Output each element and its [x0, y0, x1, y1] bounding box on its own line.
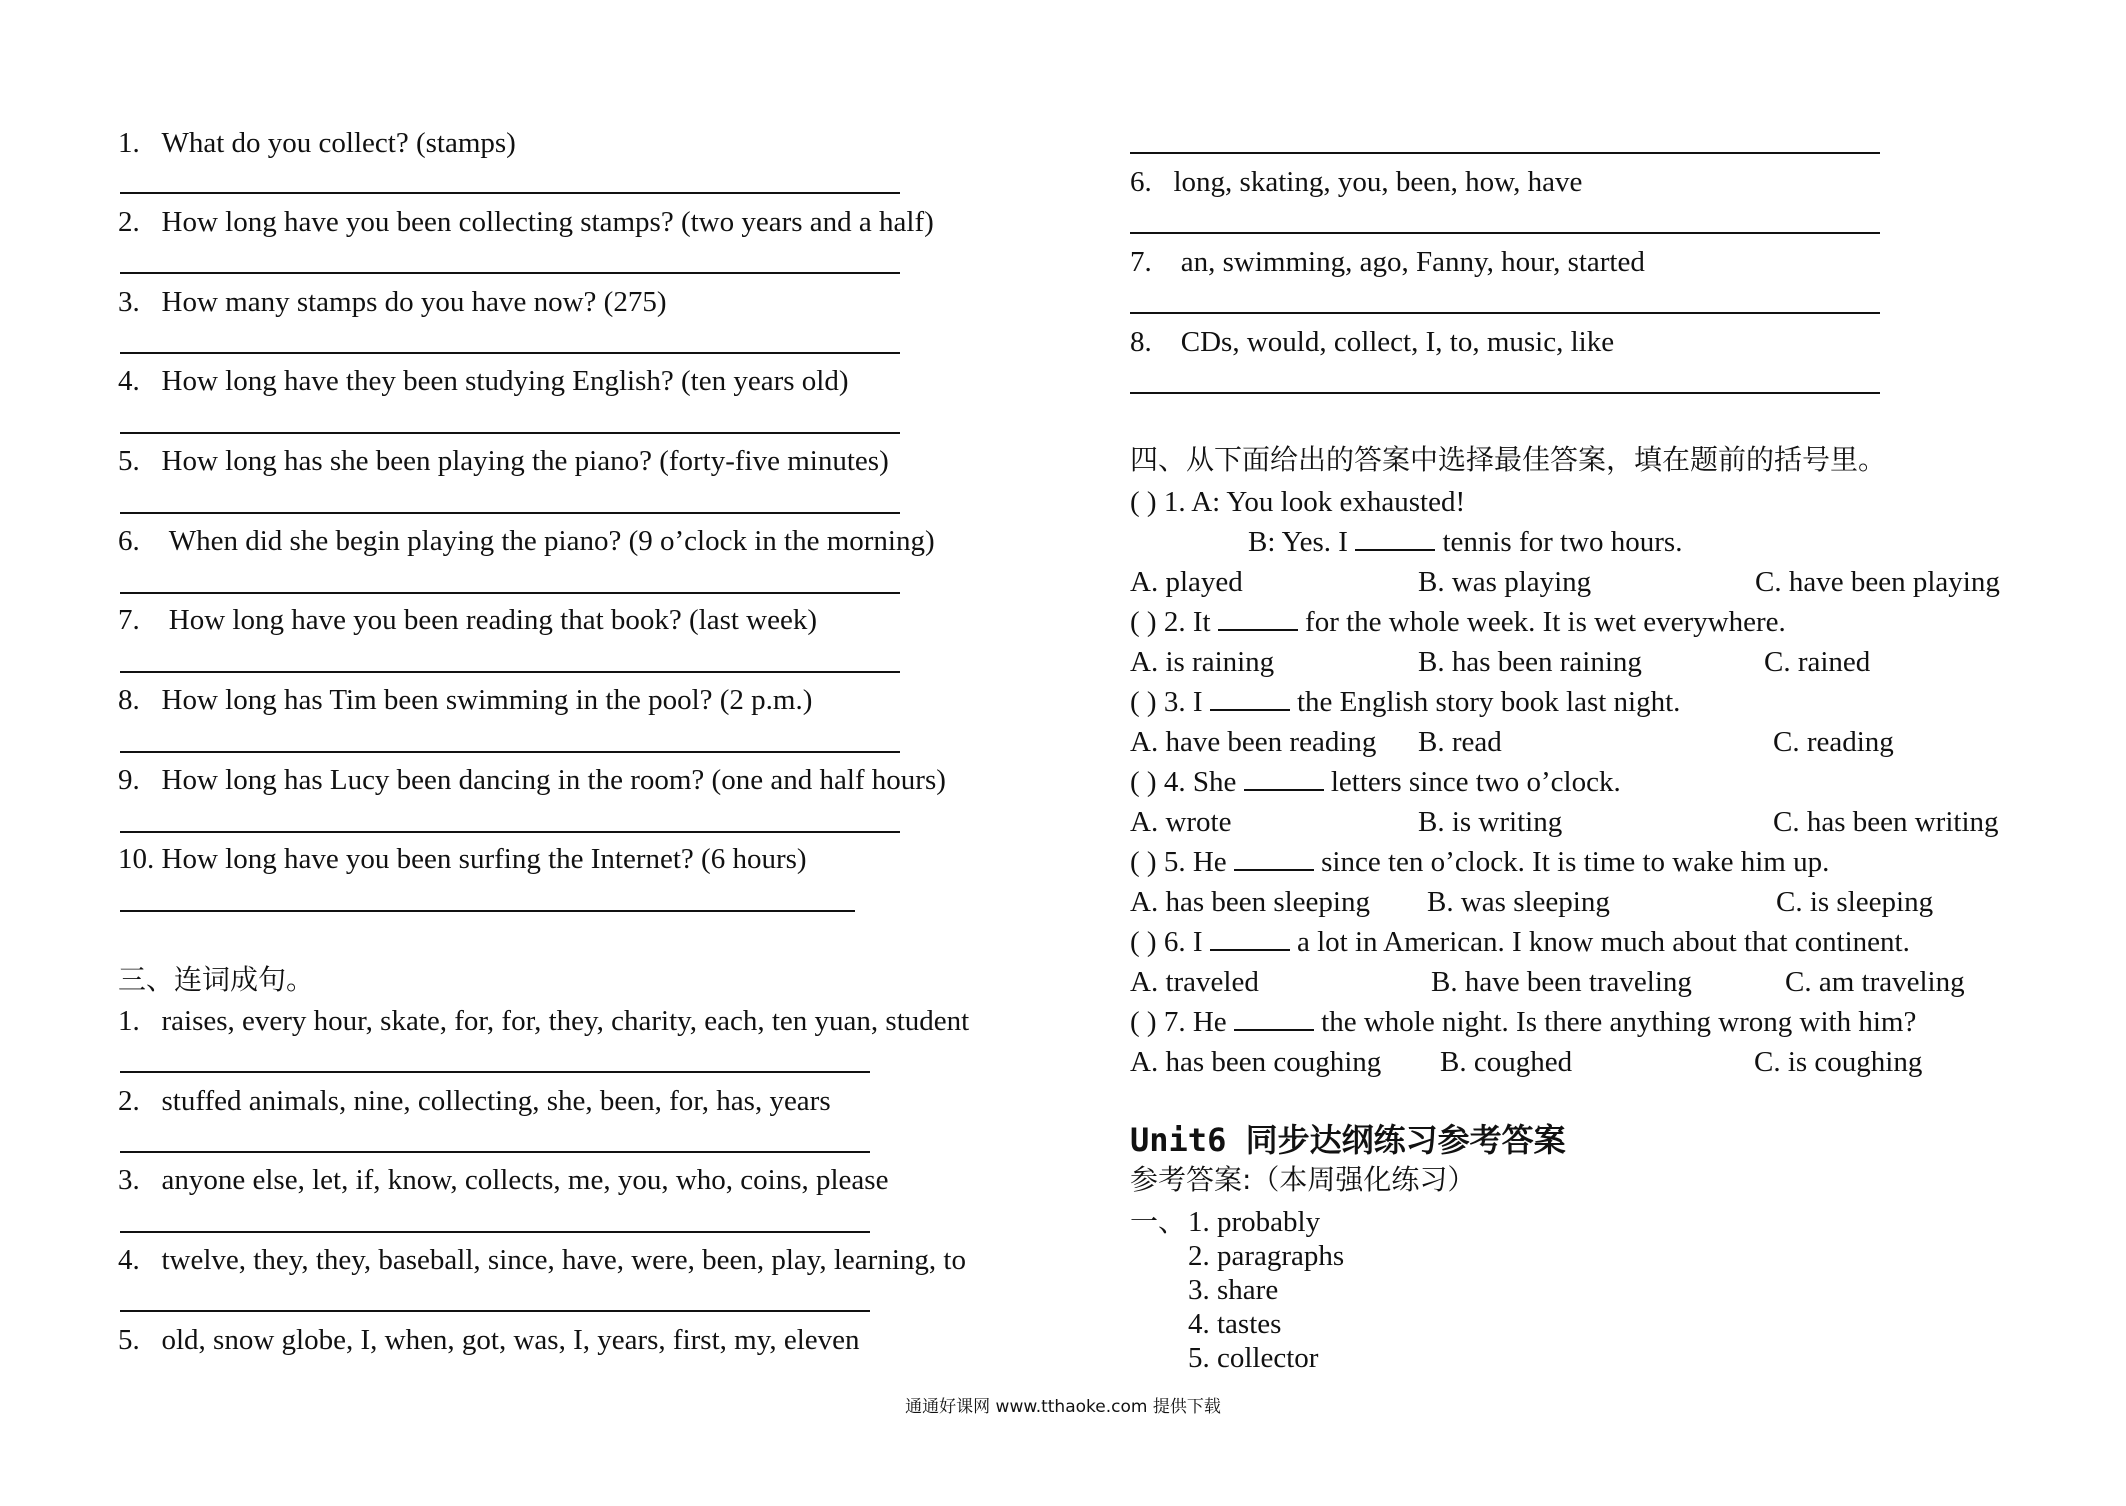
answer-line-8[interactable] [120, 751, 900, 753]
mc-q7-opt-c[interactable]: C. is coughing [1754, 1046, 1923, 1078]
s3-answer-line-2[interactable] [120, 1151, 870, 1153]
mc-q4: ( ) 4. She letters since two o’clock. [1130, 766, 1621, 798]
mc-q5-opt-c[interactable]: C. is sleeping [1776, 886, 1934, 918]
section-3-item-7: 7. an, swimming, ago, Fanny, hour, started [1130, 246, 1645, 278]
section-3-item-3: 3. anyone else, let, if, know, collects, me, you, who, coins, please [118, 1164, 889, 1196]
section-3-item-6: 6. long, skating, you, been, how, have [1130, 166, 1583, 198]
blank [1234, 1007, 1314, 1031]
answer-line-7[interactable] [120, 671, 900, 673]
question-6: 6. When did she begin playing the piano? (9 o’clock in the morning) [118, 525, 935, 557]
mc-q1-opt-a[interactable]: A. played [1130, 566, 1243, 598]
mc-q7: ( ) 7. He the whole night. Is there anything wrong with him? [1130, 1006, 1917, 1038]
answers-subtitle: 参考答案:（本周强化练习） [1130, 1163, 1476, 1196]
question-9: 9. How long has Lucy been dancing in the room? (one and half hours) [118, 764, 946, 796]
answer-line-6[interactable] [120, 592, 900, 594]
section-3-item-8: 8. CDs, would, collect, I, to, music, like [1130, 326, 1615, 358]
s3-answer-line-4[interactable] [120, 1310, 870, 1312]
s3-answer-line-8[interactable] [1130, 392, 1880, 394]
mc-q3: ( ) 3. I the English story book last night. [1130, 686, 1681, 718]
question-8: 8. How long has Tim been swimming in the pool? (2 p.m.) [118, 684, 813, 716]
answer-line-10[interactable] [120, 910, 855, 912]
answer-item-5: 5. collector [1188, 1342, 1319, 1374]
mc-q4-opt-a[interactable]: A. wrote [1130, 806, 1232, 838]
answer-line-3[interactable] [120, 352, 900, 354]
question-5: 5. How long has she been playing the piano? (forty-five minutes) [118, 445, 889, 477]
section-3-item-2: 2. stuffed animals, nine, collecting, she, been, for, has, years [118, 1085, 831, 1117]
mc-q6-opt-c[interactable]: C. am traveling [1785, 966, 1965, 998]
mc-q5-opt-b[interactable]: B. was sleeping [1427, 886, 1610, 918]
section-3-title: 三、连词成句。 [118, 963, 315, 996]
question-7: 7. How long have you been reading that book? (last week) [118, 604, 818, 636]
answer-line-5[interactable] [120, 512, 900, 514]
mc-q1-b: B: Yes. I tennis for two hours. [1248, 526, 1683, 558]
answer-line-1[interactable] [120, 192, 900, 194]
mc-q1-opt-b[interactable]: B. was playing [1418, 566, 1592, 598]
answer-line-9[interactable] [120, 831, 900, 833]
mc-q6-opt-a[interactable]: A. traveled [1130, 966, 1259, 998]
section-3-item-4: 4. twelve, they, they, baseball, since, have, were, been, play, learning, to [118, 1244, 966, 1276]
question-10: 10. How long have you been surfing the Internet? (6 hours) [118, 843, 807, 875]
answer-item-4: 4. tastes [1188, 1308, 1282, 1340]
answers-title: Unit6 同步达纲练习参考答案 [1130, 1121, 1566, 1159]
mc-q1-opt-c[interactable]: C. have been playing [1755, 566, 2000, 598]
answers-part-label: 一、 [1130, 1205, 1187, 1238]
answer-line-2[interactable] [120, 272, 900, 274]
mc-q6: ( ) 6. I a lot in American. I know much about that continent. [1130, 926, 1910, 958]
s3-answer-line-7[interactable] [1130, 312, 1880, 314]
s3-answer-line-3[interactable] [120, 1231, 870, 1233]
mc-q2: ( ) 2. It for the whole week. It is wet everywhere. [1130, 606, 1786, 638]
blank [1210, 687, 1290, 711]
mc-q5-opt-a[interactable]: A. has been sleeping [1130, 886, 1370, 918]
mc-q6-opt-b[interactable]: B. have been traveling [1431, 966, 1692, 998]
blank [1355, 527, 1435, 551]
blank [1210, 927, 1290, 951]
section-4-title: 四、从下面给出的答案中选择最佳答案，填在题前的括号里。 [1130, 443, 1887, 476]
answer-item-3: 3. share [1188, 1274, 1279, 1306]
s3-answer-line-1[interactable] [120, 1071, 870, 1073]
mc-q4-opt-b[interactable]: B. is writing [1418, 806, 1563, 838]
section-3-item-5: 5. old, snow globe, I, when, got, was, I, years, first, my, eleven [118, 1324, 860, 1356]
blank [1234, 847, 1314, 871]
mc-q3-opt-a[interactable]: A. have been reading [1130, 726, 1377, 758]
mc-q2-opt-b[interactable]: B. has been raining [1418, 646, 1642, 678]
blank [1244, 767, 1324, 791]
mc-q2-opt-a[interactable]: A. is raining [1130, 646, 1275, 678]
mc-q2-opt-c[interactable]: C. rained [1764, 646, 1871, 678]
answer-item-2: 2. paragraphs [1188, 1240, 1345, 1272]
mc-q3-opt-b[interactable]: B. read [1418, 726, 1502, 758]
answer-item-1: 1. probably [1188, 1206, 1321, 1238]
mc-q7-opt-b[interactable]: B. coughed [1440, 1046, 1573, 1078]
mc-q3-opt-c[interactable]: C. reading [1773, 726, 1894, 758]
question-1: 1. What do you collect? (stamps) [118, 127, 516, 159]
question-4: 4. How long have they been studying English? (ten years old) [118, 365, 849, 397]
mc-q1-a: ( ) 1. A: You look exhausted! [1130, 486, 1466, 518]
mc-q5: ( ) 5. He since ten o’clock. It is time to wake him up. [1130, 846, 1830, 878]
question-2: 2. How long have you been collecting stamps? (two years and a half) [118, 206, 934, 238]
mc-q7-opt-a[interactable]: A. has been coughing [1130, 1046, 1382, 1078]
s3-answer-line-5[interactable] [1130, 152, 1880, 154]
footer-credit: 通通好课网 www.tthaoke.com 提供下载 [905, 1397, 1221, 1417]
question-3: 3. How many stamps do you have now? (275) [118, 286, 667, 318]
answer-line-4[interactable] [120, 432, 900, 434]
section-3-item-1: 1. raises, every hour, skate, for, for, they, charity, each, ten yuan, student [118, 1005, 970, 1037]
blank [1218, 607, 1298, 631]
mc-q4-opt-c[interactable]: C. has been writing [1773, 806, 1999, 838]
s3-answer-line-6[interactable] [1130, 232, 1880, 234]
